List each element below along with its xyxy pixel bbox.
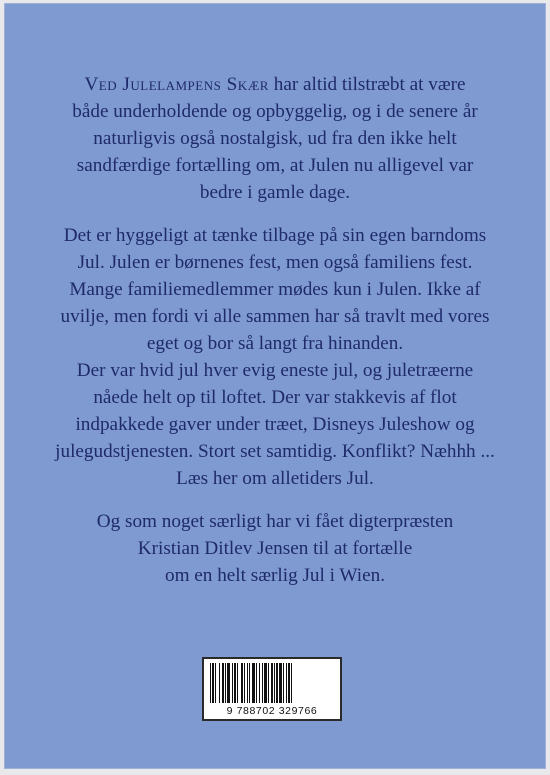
text-line: sandfærdige fortælling om, at Julen nu alligevel var (76, 155, 474, 176)
text-line: Mange familiemedlemmer mødes kun i Julen. Ikke af (69, 279, 481, 300)
blurb-text (4, 71, 546, 605)
text-line: både underholdende og opbyggelig, og i de senere år (72, 101, 478, 122)
text-line: uvilje, men fordi vi alle sammen har så travlt med vores (60, 306, 490, 327)
text-line: naturligvis også nostalgisk, ud fra den ikke helt (93, 128, 457, 149)
text-line: bedre i gamle dage. (199, 182, 351, 203)
paragraph-special (38, 508, 512, 589)
isbn-number: 9 788702 329766 (226, 705, 318, 717)
text-line: julegudstjenesten. Stort set samtidig. Konflikt? Næhhh ... (55, 441, 495, 462)
book-back-cover (4, 3, 546, 769)
text-line: om en helt særlig Jul i Wien. (164, 565, 386, 586)
text-line: Det er hyggeligt at tænke tilbage på sin egen barndoms (63, 225, 487, 246)
text-line: Jul. Julen er børnenes fest, men også familiens fest. (77, 252, 473, 273)
isbn-barcode (202, 657, 342, 721)
text-line: Der var hvid jul hver evig eneste jul, og juletræerne (76, 360, 474, 381)
text-line: Kristian Ditlev Jensen til at fortælle (137, 538, 413, 559)
text-line: nåede helt op til loftet. Der var stakkevis af flot (93, 387, 457, 408)
paragraph-intro-line-1 (38, 71, 512, 98)
text-line: Og som noget særligt har vi fået digterpræsten (96, 511, 454, 532)
barcode-bars-icon (208, 663, 336, 703)
intro-lead-rest: har altid tilstræbt at være (273, 74, 466, 95)
text-line: eget og bor så langt fra hinanden. (146, 333, 404, 354)
book-title: Ved Julelampens Skær (84, 74, 269, 95)
text-line: Læs her om alletiders Jul. (176, 468, 374, 489)
paragraph-intro (38, 71, 512, 206)
text-line: indpakkede gaver under træet, Disneys Juleshow og (75, 414, 475, 435)
paragraph-childhood (38, 222, 512, 492)
